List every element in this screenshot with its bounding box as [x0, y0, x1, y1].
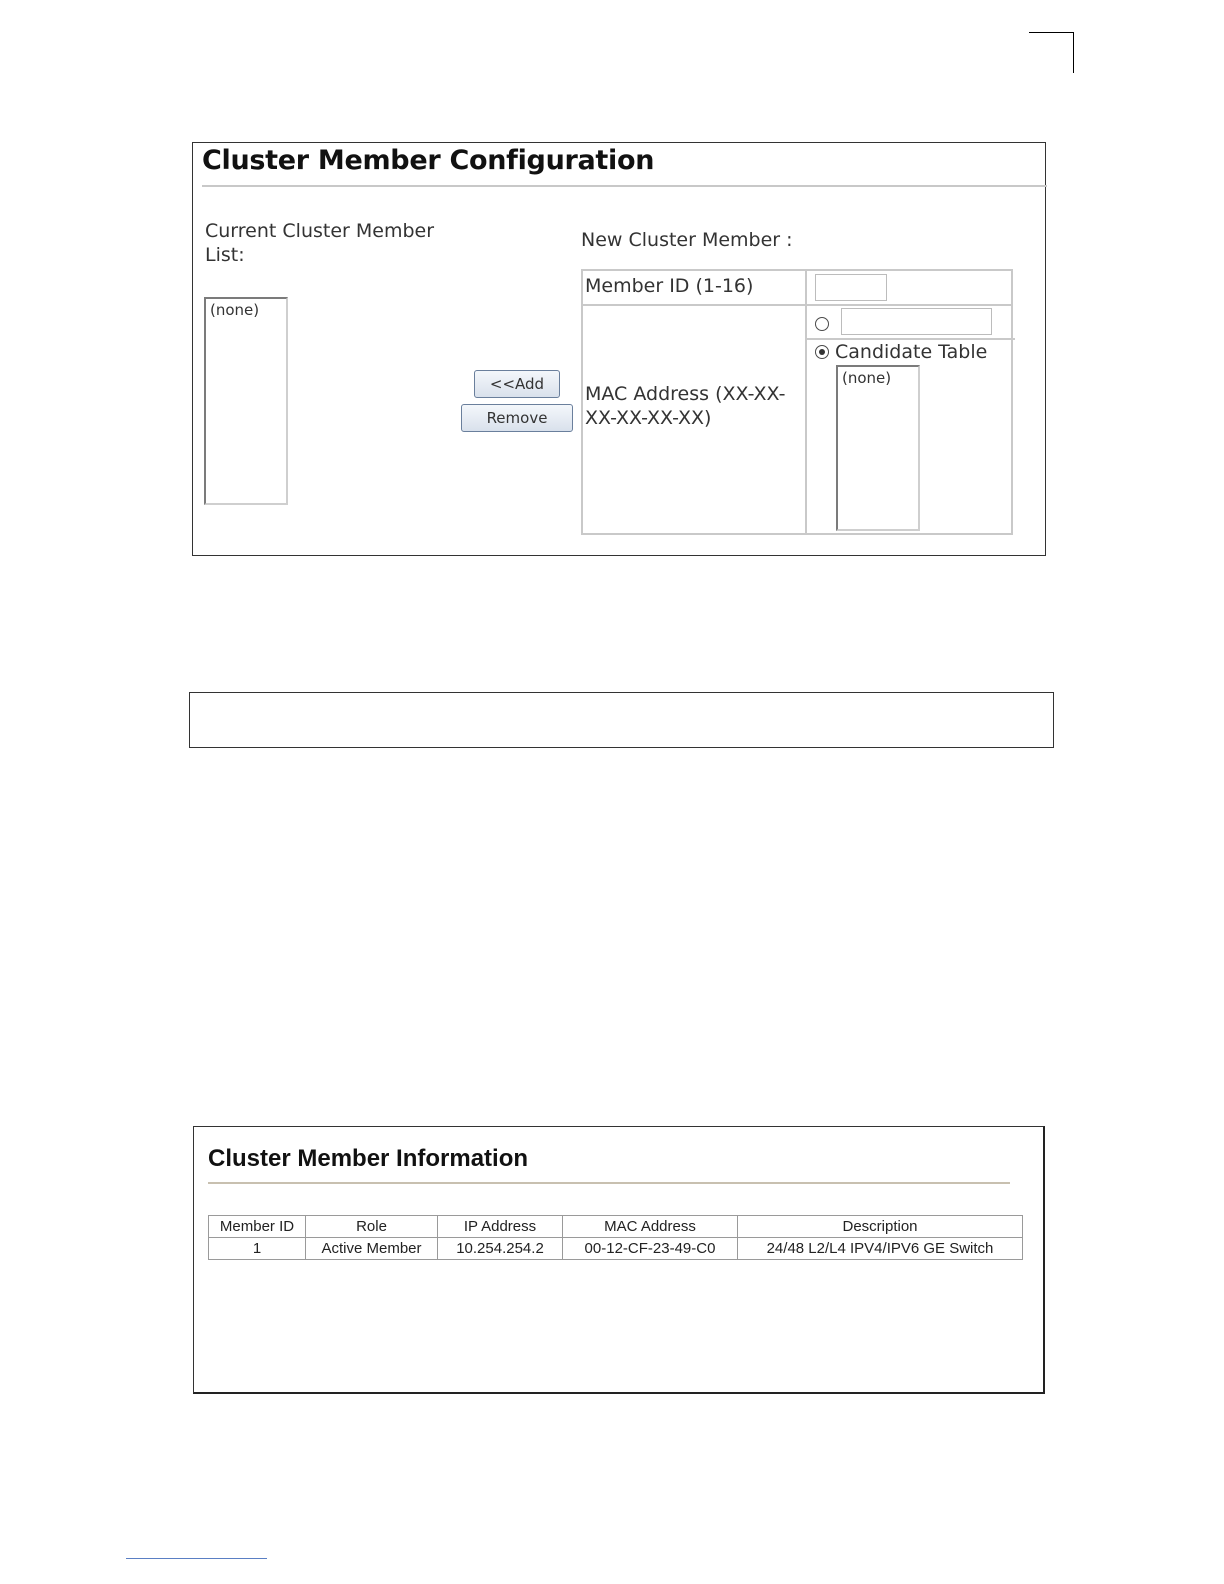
- config-title: Cluster Member Configuration: [202, 145, 655, 176]
- footer-rule: [126, 1558, 267, 1559]
- mac-address-radio[interactable]: [815, 317, 829, 331]
- cluster-member-configuration-panel: [192, 142, 1046, 556]
- mac-address-input[interactable]: [841, 308, 992, 335]
- new-cluster-member-label: New Cluster Member :: [581, 229, 793, 251]
- crop-mark-horizontal: [1029, 32, 1074, 33]
- table-divider: [805, 271, 807, 533]
- new-member-form-table: [581, 269, 1013, 535]
- table-divider: [583, 304, 1011, 306]
- add-member-button[interactable]: <<Add: [474, 370, 560, 398]
- mac-address-label: MAC Address (XX-XX-XX-XX-XX-XX): [585, 383, 786, 429]
- empty-frame: [189, 692, 1054, 748]
- column-header-description: Description: [738, 1216, 1023, 1238]
- cell-ip-address: 10.254.254.2: [438, 1238, 563, 1260]
- cluster-member-information-panel: [193, 1126, 1045, 1394]
- remove-member-button[interactable]: Remove: [461, 404, 573, 432]
- candidate-table-radio[interactable]: [815, 345, 829, 359]
- table-header-row: [209, 1216, 1023, 1238]
- member-info-table: [208, 1215, 1023, 1260]
- column-header-member-id: Member ID: [209, 1216, 306, 1238]
- title-divider: [202, 185, 1047, 187]
- table-divider: [805, 338, 1015, 340]
- candidate-table-listbox[interactable]: [836, 365, 920, 531]
- cell-mac-address: 00-12-CF-23-49-C0: [563, 1238, 738, 1260]
- current-member-listbox[interactable]: [204, 297, 288, 505]
- column-header-ip-address: IP Address: [438, 1216, 563, 1238]
- cell-role: Active Member: [306, 1238, 438, 1260]
- cell-member-id: 1: [209, 1238, 306, 1260]
- radio-selected-dot: [819, 349, 825, 355]
- column-header-mac-address: MAC Address: [563, 1216, 738, 1238]
- column-header-role: Role: [306, 1216, 438, 1238]
- member-id-label: Member ID (1-16): [585, 275, 754, 297]
- current-member-list-label: Current Cluster Member List:: [205, 220, 435, 266]
- current-member-list-item[interactable]: (none): [210, 301, 260, 319]
- info-title: Cluster Member Information: [208, 1145, 529, 1172]
- candidate-list-item[interactable]: (none): [842, 369, 892, 387]
- cell-description: 24/48 L2/L4 IPV4/IPV6 GE Switch: [738, 1238, 1023, 1260]
- member-id-input[interactable]: [815, 274, 887, 301]
- table-row[interactable]: [209, 1238, 1023, 1260]
- title-divider: [208, 1182, 1010, 1184]
- candidate-table-label: Candidate Table: [835, 341, 988, 363]
- crop-mark-vertical: [1073, 32, 1074, 73]
